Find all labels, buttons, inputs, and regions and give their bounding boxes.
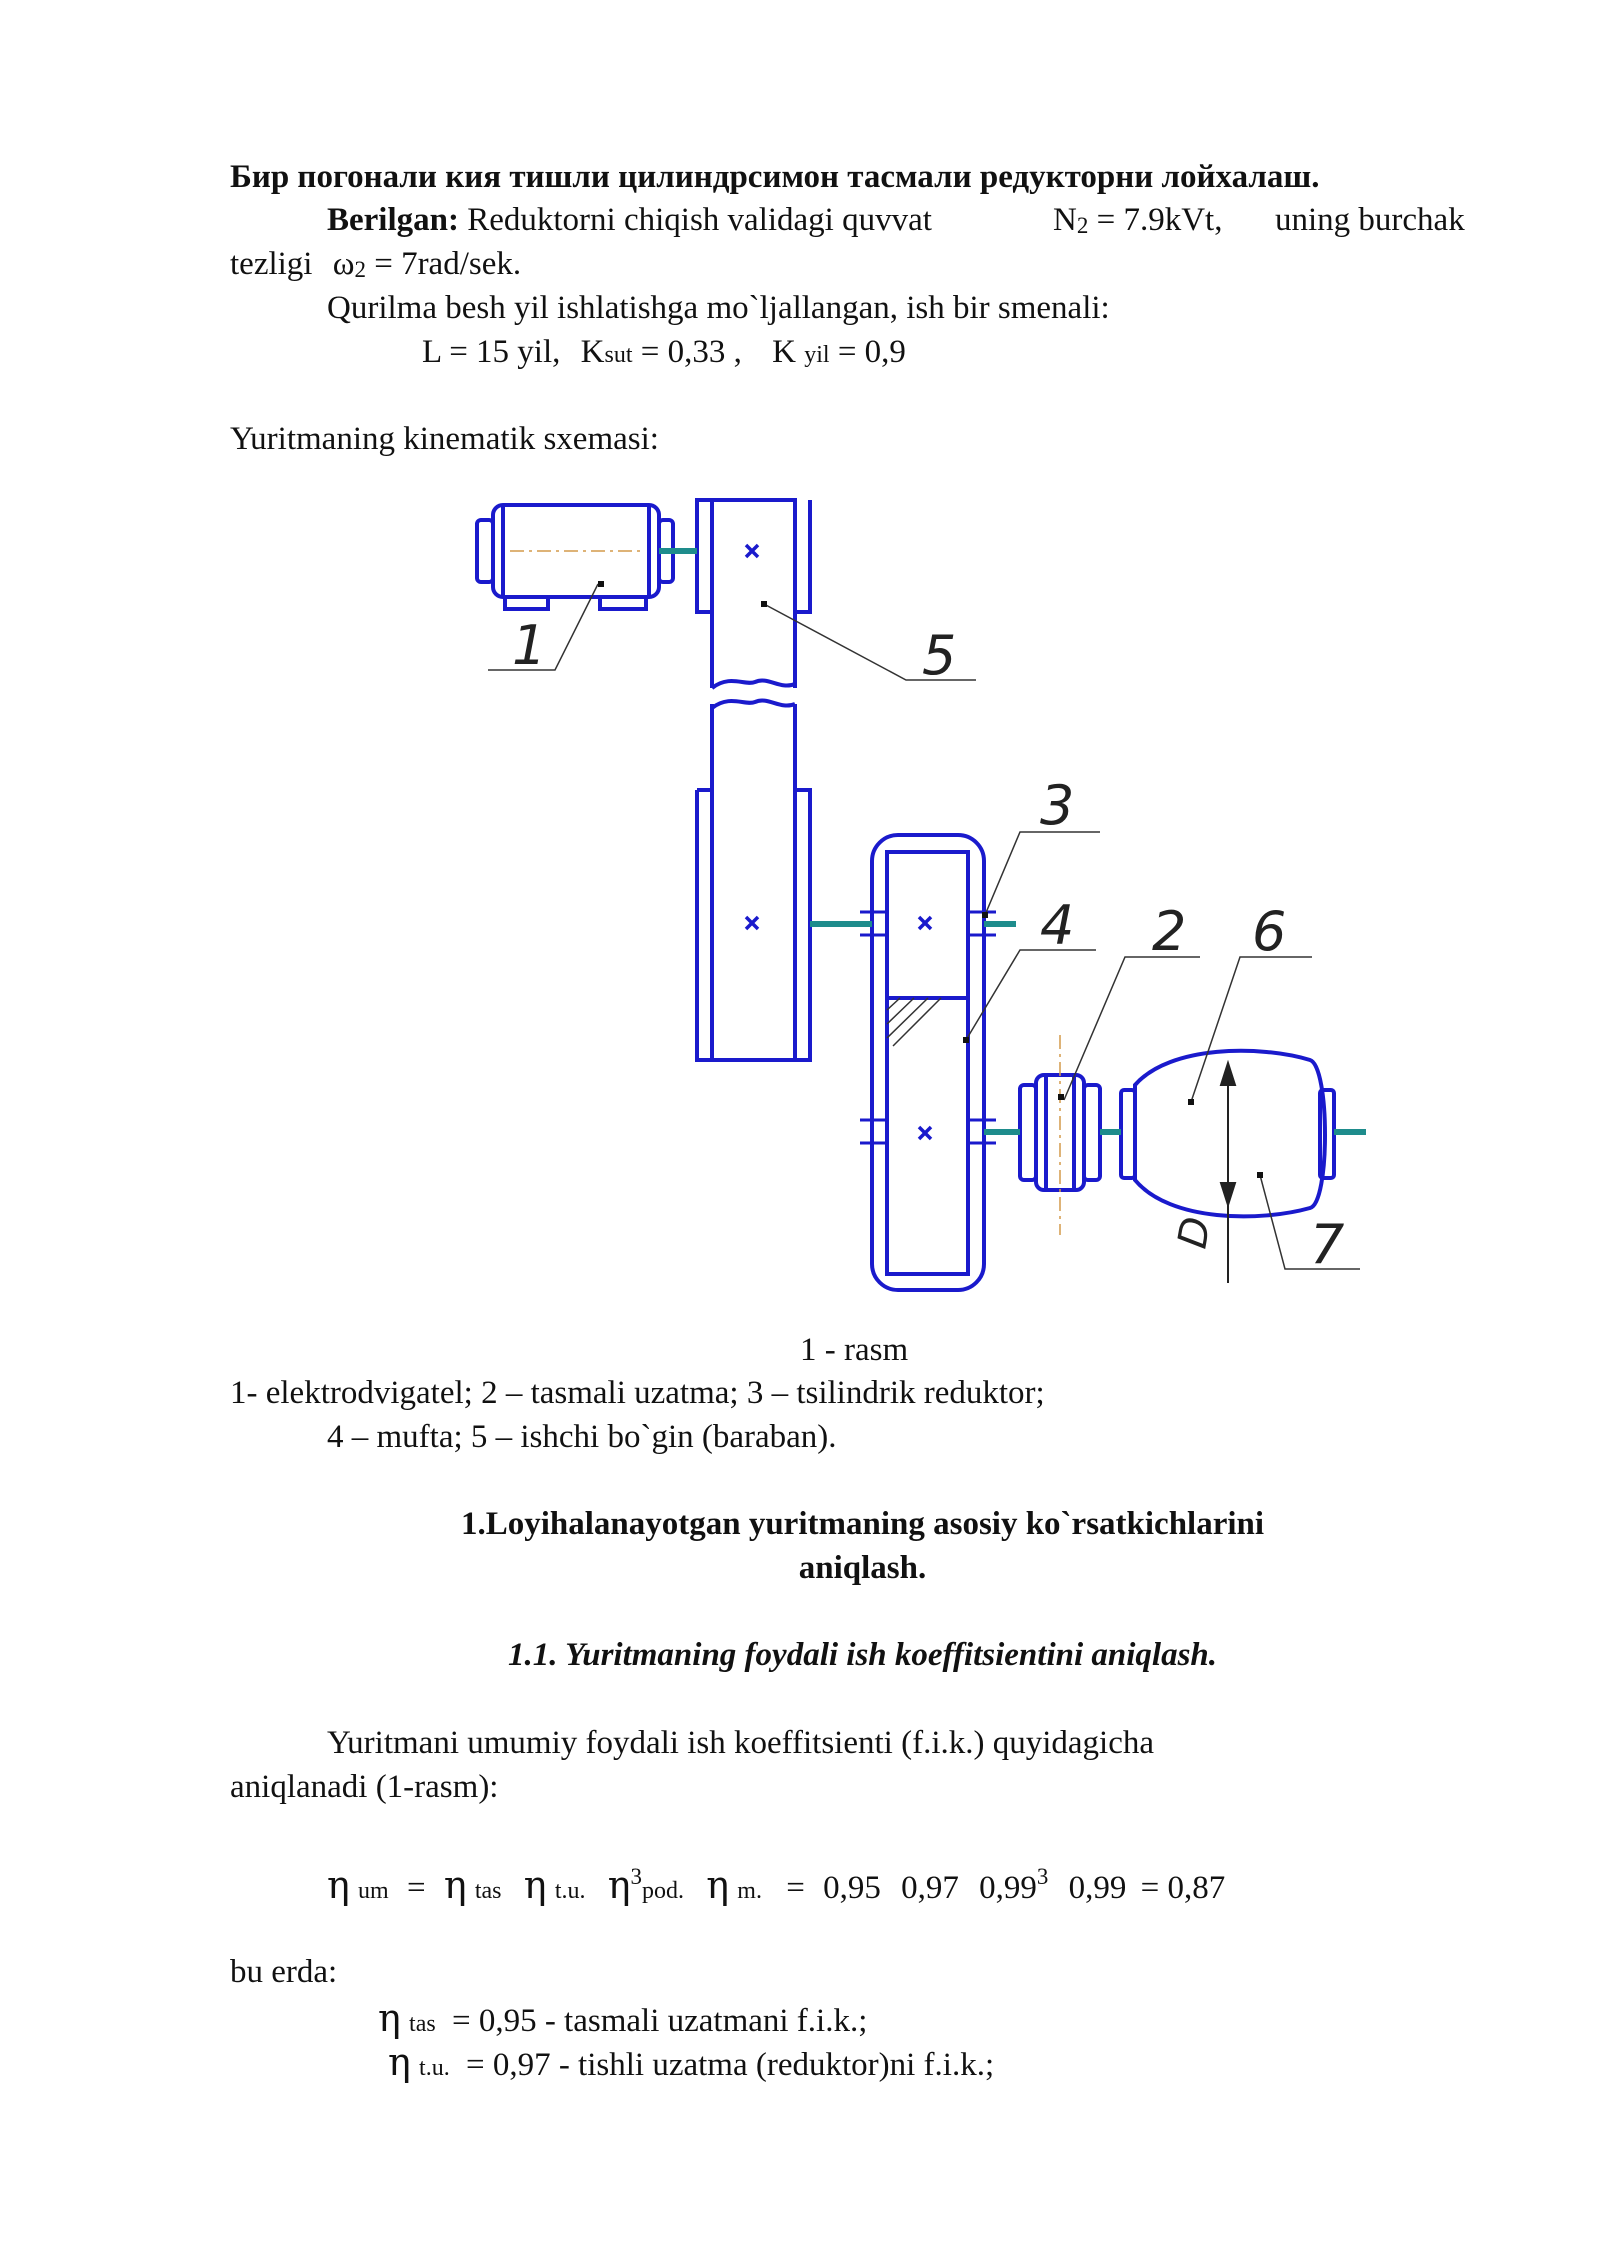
label-3: 3 [1040, 774, 1075, 837]
figure-caption: 1 - rasm [800, 1332, 909, 1368]
L-value: = 15 yil, [449, 334, 561, 370]
L-label: L [422, 334, 441, 370]
speed-label: tezligi [230, 246, 313, 282]
omega-subscript: 2 [354, 257, 366, 282]
label-5: 5 [922, 624, 957, 687]
scheme-title: Yuritmaning kinematik sxemasi: [230, 421, 659, 457]
document-title: Бир погонали кия тишли цилиндрсимон тасмали редукторни лойхалаш. [230, 159, 1320, 195]
bu-erda-label: bu erda: [230, 1954, 338, 1990]
motor-body [477, 505, 673, 609]
K-yil-value: = 0,9 [837, 334, 906, 370]
label-7: 7 [1310, 1213, 1345, 1276]
section-1-heading-cont: aniqlash. [798, 1550, 927, 1586]
given-label: Berilgan: [327, 202, 459, 238]
label-1: 1 [512, 614, 547, 677]
power-value: = 7.9kVt, [1096, 202, 1223, 238]
efficiency-formula: η um = η tas η t.u. $\eta^3pod$. η m. = 0,95 0,97 0,99$^3$ 0,99 = 0,87 [327, 1863, 1226, 1907]
given-text-2: uning burchak [1275, 202, 1465, 238]
power-symbol: N [1053, 202, 1077, 238]
K-sut-subscript: sut [604, 342, 633, 368]
given-power [1053, 200, 1222, 246]
K-yil-subscript: yil [804, 342, 830, 368]
omega-value: = 7rad/sek. [374, 246, 522, 282]
paragraph-line-2: aniqlanadi (1-rasm): [230, 1769, 499, 1805]
legend-line-1: 1- elektrodvigatel; 2 – tasmali uzatma; 3 – tsilindrik reduktor; [230, 1375, 1045, 1411]
definition-tu: η t.u. = 0,97 - tishli uzatma (reduktor)ni f.i.k.; [388, 2040, 995, 2084]
label-4: 4 [1040, 894, 1075, 957]
service-params [422, 332, 906, 375]
given-line-2 [230, 244, 521, 290]
service-text: Qurilma besh yil ishlatishga mo`ljallangan, ish bir smenali: [327, 290, 1110, 326]
paragraph-line-1: Yuritmani umumiy foydali ish koeffitsienti (f.i.k.) quyidagicha [327, 1725, 1154, 1761]
K-yil-label: K [772, 334, 796, 370]
label-D: D [1169, 1213, 1221, 1252]
omega-symbol: ω [332, 246, 355, 282]
power-subscript: 2 [1076, 213, 1089, 238]
section-1-1-heading: 1.1. Yuritmaning foydali ish koeffitsientini aniqlash. [507, 1637, 1218, 1673]
section-1-heading: 1.Loyihalanayotgan yuritmaning asosiy ko`rsatkichlarini [460, 1506, 1265, 1542]
K-sut-label: K [580, 334, 605, 370]
given-text-1: Reduktorni chiqish validagi quvvat [467, 202, 932, 238]
definition-tas: η tas = 0,95 - tasmali uzatmani f.i.k.; [378, 1996, 868, 2040]
given-line-1 [327, 200, 932, 240]
label-6: 6 [1252, 900, 1287, 963]
label-2: 2 [1152, 900, 1187, 963]
K-sut-value: = 0,33 , [640, 334, 742, 370]
legend-line-2: 4 – mufta; 5 – ishchi bo`gin (baraban). [327, 1419, 837, 1455]
